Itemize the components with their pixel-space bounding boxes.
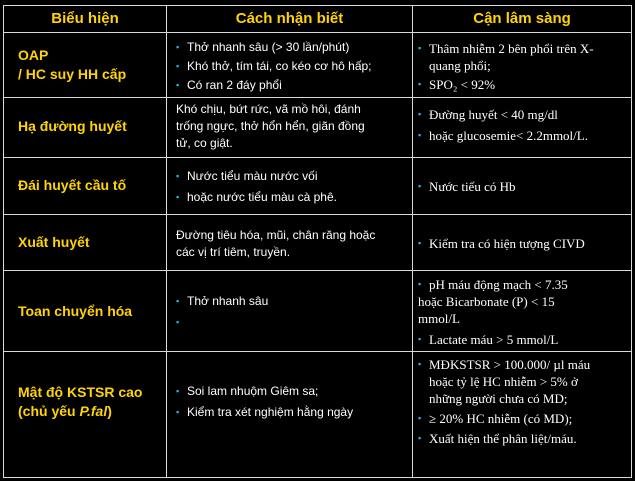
label-line: / HC suy HH cấp xyxy=(18,66,127,82)
grid-line xyxy=(3,351,632,352)
list-item: Đường tiêu hóa, mũi, chân răng hoặc xyxy=(176,228,376,242)
row-label-acidosis xyxy=(18,302,132,321)
recognition-parasite-density xyxy=(176,383,353,421)
list-item: ▪ Nước tiểu có Hb xyxy=(418,178,515,195)
grid-line xyxy=(3,32,632,33)
row-label-hypoglycemia xyxy=(18,117,127,136)
list-item: ▪ ≥ 20% HC nhiễm (có MD); xyxy=(418,410,590,427)
lab-acidosis xyxy=(418,276,568,348)
label-line: Hạ đường huyết xyxy=(18,118,127,134)
recognition-hypoglycemia xyxy=(176,101,365,152)
label-line: OAP xyxy=(18,47,49,63)
list-item: ▪ MĐKSTSR > 100.000/ µl máu xyxy=(418,356,590,373)
label-line: Xuất huyết xyxy=(18,234,90,250)
grid-line xyxy=(412,5,413,478)
row-label-hemorrhage xyxy=(18,233,90,252)
grid-line xyxy=(3,5,632,6)
grid-line xyxy=(3,97,632,98)
list-item xyxy=(176,314,268,331)
grid-line xyxy=(3,214,632,215)
header-lab: Cận lâm sàng xyxy=(473,10,571,27)
lab-parasite-density xyxy=(418,356,590,447)
species-name: P.fal xyxy=(79,403,108,419)
header-manifestation: Biểu hiện xyxy=(51,10,119,27)
label-line: Toan chuyển hóa xyxy=(18,303,133,319)
recognition-oap xyxy=(176,39,372,94)
list-item: ▪ SPO₂ < 92% xyxy=(418,76,594,93)
grid-line xyxy=(3,157,632,158)
grid-line xyxy=(3,270,632,271)
list-item: ▪ Thở nhanh sâu (> 30 lần/phút) xyxy=(176,39,372,56)
grid-line xyxy=(3,5,4,478)
grid-line xyxy=(631,5,632,478)
list-item: hoặc Bicarbonate (P) < 15 xyxy=(418,294,555,309)
list-item: mmol/L xyxy=(418,311,460,326)
list-item: ▪ Kiểm tra có hiện tượng CIVD xyxy=(418,235,585,252)
lab-hemorrhage xyxy=(418,235,585,252)
list-item: ▪ Xuất hiện thể phân liệt/máu. xyxy=(418,430,590,447)
list-item: ▪ Thâm nhiễm 2 bên phổi trên X- xyxy=(418,40,594,57)
list-item: hoặc tỷ lệ HC nhiễm > 5% ở xyxy=(429,374,578,389)
row-label-hemoglobinuria xyxy=(18,176,126,195)
row-label-oap xyxy=(18,46,126,84)
list-item: ▪ hoặc nước tiểu màu cà phê. xyxy=(176,189,337,206)
list-item: Khó chịu, bứt rức, vã mồ hôi, đánh xyxy=(176,102,361,116)
list-item: quang phổi; xyxy=(429,58,491,73)
label-line: Đái huyết cầu tố xyxy=(18,177,127,193)
list-item: ▪ Kiểm tra xét nghiệm hằng ngày xyxy=(176,404,353,421)
label-part: ) xyxy=(107,403,112,419)
list-item: trống ngực, thở hổn hển, giãn đồng xyxy=(176,119,365,133)
list-item: ▪ Khó thở, tím tái, co kéo cơ hô hấp; xyxy=(176,58,372,75)
recognition-hemorrhage xyxy=(176,227,375,261)
list-item: ▪ Lactate máu > 5 mmol/L xyxy=(418,331,568,348)
list-item: ▪ Nước tiểu màu nước vối xyxy=(176,168,337,185)
list-item: ▪ pH máu động mạch < 7.35 xyxy=(418,276,568,293)
list-item: các vị trí tiêm, truyền. xyxy=(176,245,291,259)
list-item: ▪ Có ran 2 đáy phổi xyxy=(176,77,372,94)
lab-hypoglycemia xyxy=(418,106,588,144)
list-item: những người chưa có MD; xyxy=(429,391,568,406)
recognition-hemoglobinuria xyxy=(176,168,337,206)
lab-oap xyxy=(418,40,594,93)
label-part: (chủ yếu xyxy=(18,403,80,419)
label-line: Mật độ KSTSR cao xyxy=(18,384,143,400)
header-recognition: Cách nhận biết xyxy=(235,10,344,27)
list-item: ▪ Thở nhanh sâu xyxy=(176,293,268,310)
row-label-parasite-density xyxy=(18,383,142,421)
list-item: ▪ Soi lam nhuộm Giêm sa; xyxy=(176,383,353,400)
list-item: tử, co giật. xyxy=(176,136,233,150)
lab-hemoglobinuria xyxy=(418,178,515,195)
list-item: ▪ hoặc glucosemie< 2.2mmol/L. xyxy=(418,127,588,144)
label-line xyxy=(18,402,142,421)
list-item: ▪ Đường huyết < 40 mg/dl xyxy=(418,106,588,123)
grid-line xyxy=(3,477,632,478)
grid-line xyxy=(166,5,167,478)
recognition-acidosis xyxy=(176,293,268,331)
